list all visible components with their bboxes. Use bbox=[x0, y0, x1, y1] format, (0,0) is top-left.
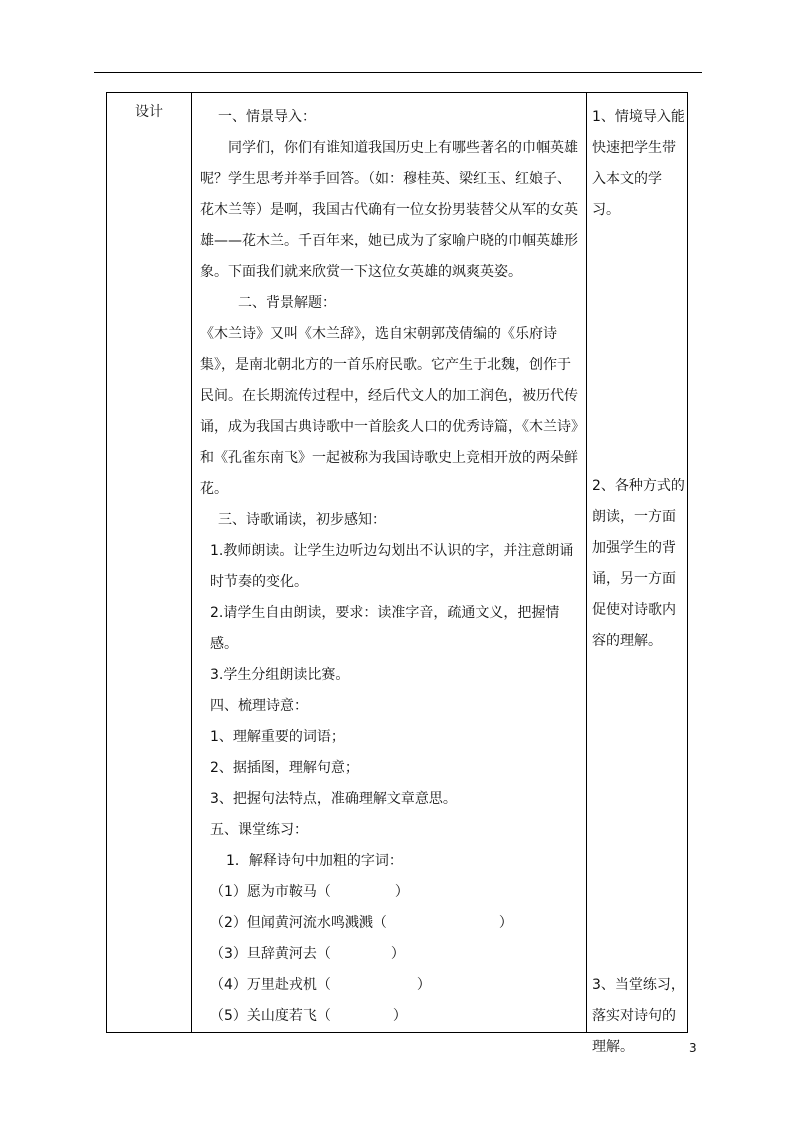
section-3-item: 3.学生分组朗读比赛。 bbox=[210, 667, 350, 683]
design-note: 1、情境导入能快速把学生带入本文的学习。 bbox=[592, 109, 685, 218]
design-note: 3、当堂练习，落实对诗句的理解。 bbox=[592, 977, 685, 1055]
section-1-paragraph: 同学们，你们有谁知道我国历史上有哪些著名的巾帼英雄呢？学生思考并举手回答。（如：穆桂英、梁红玉、红娘子、花木兰等）是啊，我国古代确有一位女扮男装替父从军的女英雄——花木兰。千百年来，她已成为了家喻户晓的巾帼英雄形象。下面我们就来欣赏一下这位女英雄的飒爽英姿。 bbox=[200, 140, 578, 280]
section-2-paragraph: 《木兰诗》又叫《木兰辞》，选自宋朝郭茂倩编的《乐府诗集》，是南北朝北方的一首乐府民歌。它产生于北魏，创作于民间。在长期流传过程中，经后代文人的加工润色，被历代传诵，成为我国古典诗歌中一首脍炙人口的优秀诗篇，《木兰诗》和《孔雀东南飞》一起被称为我国诗歌史上竞相开放的两朵鲜花。 bbox=[200, 326, 578, 497]
exercise-subitem-text: （5）关山度若飞（ bbox=[210, 1008, 331, 1024]
exercise-subitem-close: ） bbox=[392, 1008, 407, 1024]
content-cell bbox=[192, 93, 587, 1033]
header-rule bbox=[94, 72, 702, 73]
exercise-subitem-text: （3）旦辞黄河去（ bbox=[210, 946, 331, 962]
design-note: 2、各种方式的朗读，一方面加强学生的背诵，另一方面促使对诗歌内容的理解。 bbox=[592, 478, 685, 649]
exercise-subitem bbox=[200, 939, 580, 970]
exercise-subitem-close: ） bbox=[390, 946, 405, 962]
notes-column bbox=[587, 93, 687, 1055]
section-4-item: 3、把握句法特点，准确理解文章意思。 bbox=[210, 791, 457, 807]
exercise-subitem-text: （4）万里赴戎机（ bbox=[210, 977, 331, 993]
exercise-subitem-close: ） bbox=[394, 884, 409, 900]
exercise-subitem-close: ） bbox=[498, 915, 513, 931]
section-3-item: 2.请学生自由朗读，要求：读准字音，疏通文义，把握情感。 bbox=[210, 605, 560, 652]
exercise-subitem bbox=[200, 877, 580, 908]
design-row bbox=[107, 93, 688, 1033]
section-5-heading: 五、课堂练习： bbox=[210, 822, 308, 838]
section-4-item: 1、理解重要的词语； bbox=[210, 729, 345, 745]
exercise-subitem bbox=[200, 908, 580, 939]
section-4-item: 2、据插图，理解句意； bbox=[210, 760, 359, 776]
exercise-subitem bbox=[200, 970, 580, 1001]
page-number: 3 bbox=[689, 1041, 697, 1055]
label-cell bbox=[107, 93, 192, 1033]
section-3-heading: 三、诗歌诵读，初步感知： bbox=[218, 512, 386, 528]
exercise-subitem-text: （2）但闻黄河流水鸣溅溅（ bbox=[210, 915, 387, 931]
row-label: 设计 bbox=[135, 104, 163, 120]
lesson-plan-table bbox=[106, 92, 688, 1055]
notes-cell bbox=[587, 93, 688, 1055]
exercise-subitem-close: ） bbox=[416, 977, 431, 993]
section-4-heading: 四、梳理诗意： bbox=[210, 698, 308, 714]
exercise-subitem-text: （1）愿为市鞍马（ bbox=[210, 884, 331, 900]
exercise-subitem bbox=[200, 1001, 580, 1032]
content-body bbox=[192, 93, 586, 1032]
section-2-heading: 二、背景解题： bbox=[238, 295, 336, 311]
exercise-question: 1．解释诗句中加粗的字词： bbox=[226, 853, 403, 869]
section-1-heading: 一、情景导入： bbox=[218, 109, 316, 125]
section-3-item: 1.教师朗读。让学生边听边勾划出不认识的字，并注意朗诵时节奏的变化。 bbox=[210, 543, 574, 590]
